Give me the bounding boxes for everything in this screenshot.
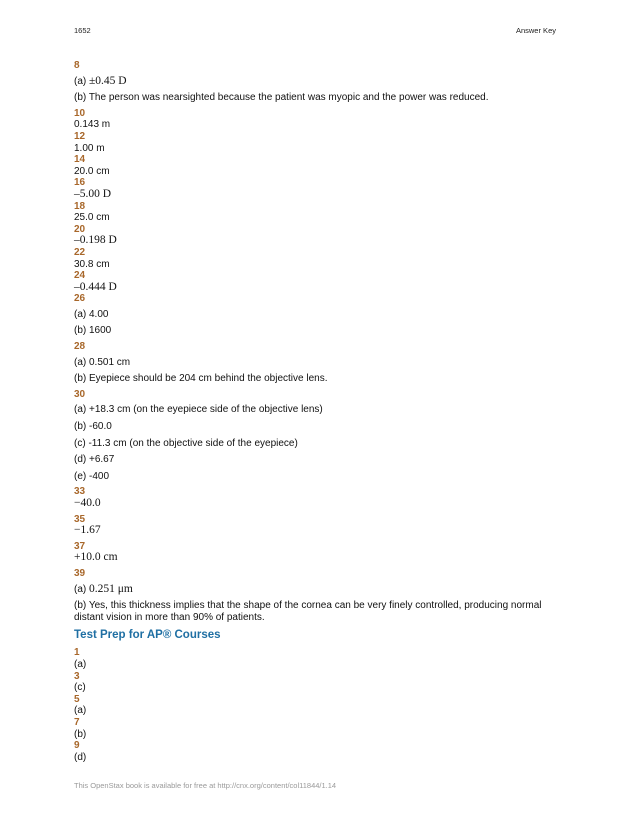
answer-number: 1 <box>74 647 80 659</box>
answer-number: 22 <box>74 246 86 258</box>
answer-value: 25.0 cm <box>74 212 110 224</box>
answer-value: (a) <box>74 658 87 670</box>
answer-part <box>74 584 556 596</box>
answer-number: 37 <box>74 540 86 552</box>
answer-number: 3 <box>74 670 80 682</box>
answer-part: (a) 4.00 <box>74 308 109 320</box>
answer-value: −1.67 <box>74 524 101 537</box>
answer-part: (b) 1600 <box>74 325 112 337</box>
answer-number: 26 <box>74 293 86 305</box>
answer-number: 30 <box>74 388 86 400</box>
answer-part: (a) +18.3 cm (on the eyepiece side of the objective lens) <box>74 404 323 416</box>
answer-part: (b) -60.0 <box>74 421 112 433</box>
answer-number: 10 <box>74 107 86 119</box>
answer-number: 20 <box>74 223 86 235</box>
answer-part: (c) -11.3 cm (on the objective side of the eyepiece) <box>74 437 298 449</box>
answer-value: 20.0 cm <box>74 165 110 177</box>
answer-part <box>74 76 556 88</box>
answer-value: –5.00 D <box>74 187 112 200</box>
answer-part: (a) 0.501 cm <box>74 356 131 368</box>
answer-number: 14 <box>74 154 86 166</box>
answer-value: +10.0 cm <box>74 551 118 564</box>
answer-number: 24 <box>74 270 86 282</box>
page-number: 1652 <box>74 26 91 35</box>
section-heading: Test Prep for AP® Courses <box>74 629 221 642</box>
answer-value: –0.444 D <box>74 280 117 293</box>
answer-number: 33 <box>74 486 86 498</box>
answer-part: (b) The person was nearsighted because the patient was myopic and the power was reduced. <box>74 92 489 104</box>
answer-part: (e) -400 <box>74 470 110 482</box>
answer-number: 7 <box>74 716 80 728</box>
answer-number: 5 <box>74 693 80 705</box>
answer-part-label: (a) <box>74 75 89 87</box>
answer-value: 30.8 cm <box>74 258 110 270</box>
answer-value: −40.0 <box>74 497 101 509</box>
answer-number: 8 <box>74 60 80 71</box>
answer-value: (d) <box>74 751 87 763</box>
answer-part: (d) +6.67 <box>74 454 115 466</box>
answer-math: 0.251 μm <box>89 582 133 595</box>
answer-math: ±0.45 D <box>89 74 127 87</box>
answer-number: 9 <box>74 740 80 752</box>
answer-value: (b) <box>74 728 87 740</box>
answer-number: 16 <box>74 177 86 189</box>
section-name: Answer Key <box>515 26 556 35</box>
answer-value: (c) <box>74 682 86 694</box>
answer-part: (b) Eyepiece should be 204 cm behind the objective lens. <box>74 373 328 385</box>
answer-number: 39 <box>74 567 86 579</box>
answer-value: –0.198 D <box>74 234 117 247</box>
page-footer: This OpenStax book is available for free at http://cnx.org/content/col11844/1.14 <box>74 781 337 790</box>
answer-value: (a) <box>74 705 87 717</box>
answer-part: (b) Yes, this thickness implies that the shape of the cornea can be very finely controlled, producing normal distant vision in more than 90% of patients. <box>74 600 542 623</box>
answer-part-label: (a) <box>74 583 89 595</box>
answer-key-content <box>74 60 556 763</box>
answer-number: 12 <box>74 130 86 142</box>
answer-value: 0.143 m <box>74 119 111 131</box>
answer-number: 28 <box>74 341 86 353</box>
answer-number: 18 <box>74 200 86 212</box>
answer-value: 1.00 m <box>74 142 105 154</box>
answer-number: 35 <box>74 513 86 525</box>
